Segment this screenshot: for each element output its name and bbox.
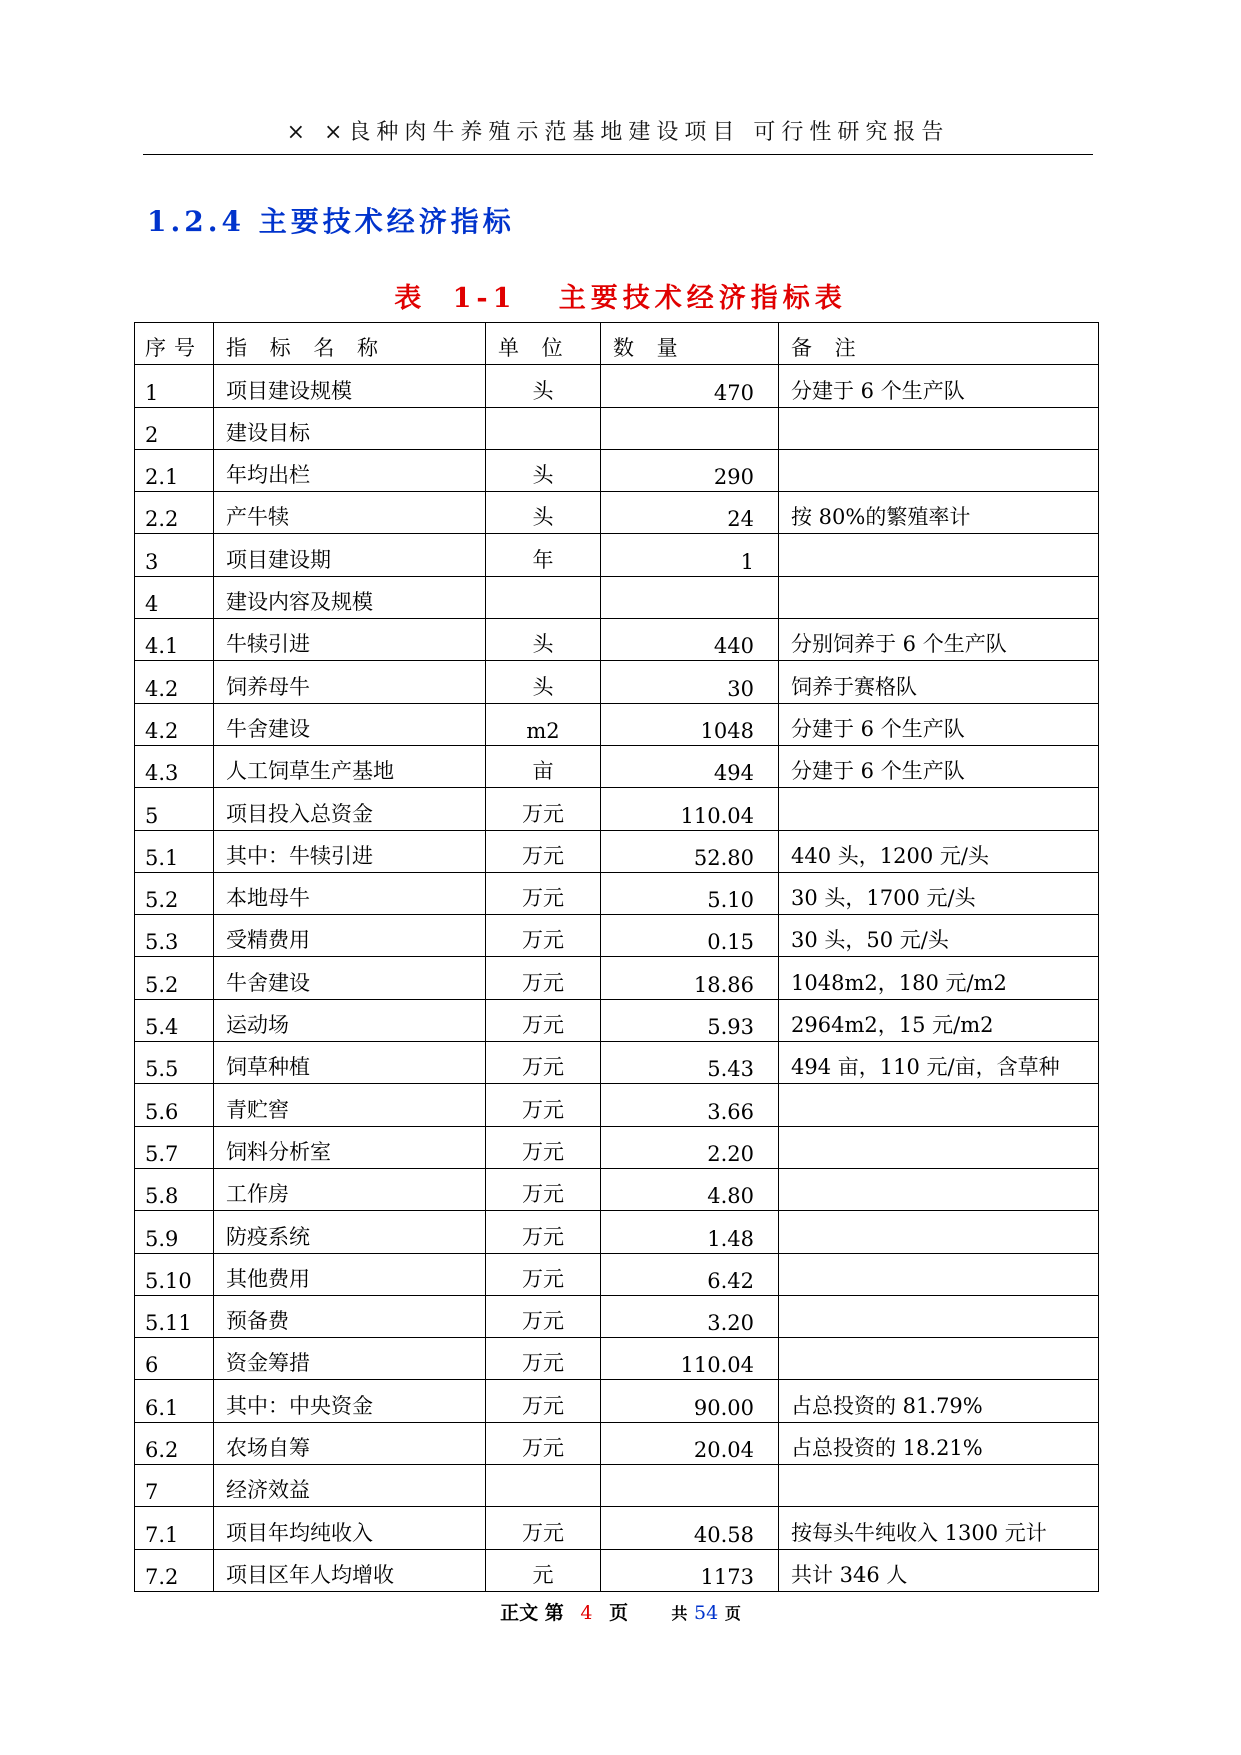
table-row (135, 1126, 1099, 1168)
table-row (135, 1422, 1099, 1464)
footer-label-e: 页 (724, 1604, 741, 1623)
cell-qty (601, 1465, 779, 1507)
cell-qty (601, 407, 779, 449)
cell-seq: 4.2 (135, 661, 214, 703)
cell-qty: 1 (601, 534, 779, 576)
cell-note: 494 亩，110 元/亩，含草种 (779, 1042, 1099, 1084)
cell-note (779, 534, 1099, 576)
cell-unit: 万元 (486, 1084, 601, 1126)
section-number: 1.2.4 (147, 205, 245, 238)
cell-note (779, 788, 1099, 830)
cell-name: 饲料分析室 (214, 1126, 486, 1168)
cell-note: 分建于 6 个生产队 (779, 365, 1099, 407)
cell-note: 分建于 6 个生产队 (779, 703, 1099, 745)
cell-note (779, 1126, 1099, 1168)
cell-unit: 头 (486, 619, 601, 661)
cell-note (779, 576, 1099, 618)
cell-name: 项目建设期 (214, 534, 486, 576)
table-row (135, 619, 1099, 661)
cell-unit: 头 (486, 492, 601, 534)
cell-qty: 110.04 (601, 788, 779, 830)
cell-unit: 万元 (486, 1338, 601, 1380)
cell-qty: 494 (601, 745, 779, 787)
cell-unit: 万元 (486, 1380, 601, 1422)
cell-name: 工作房 (214, 1168, 486, 1210)
table-row (135, 1549, 1099, 1591)
cell-seq: 1 (135, 365, 214, 407)
table-row (135, 449, 1099, 491)
cell-unit: 年 (486, 534, 601, 576)
cell-seq: 5.5 (135, 1042, 214, 1084)
table-row (135, 492, 1099, 534)
table-row (135, 788, 1099, 830)
cell-name: 年均出栏 (214, 449, 486, 491)
cell-seq: 5.10 (135, 1253, 214, 1295)
cell-name: 其他费用 (214, 1253, 486, 1295)
cell-name: 牛舍建设 (214, 703, 486, 745)
header-note: 备 注 (779, 323, 1099, 365)
cell-qty: 24 (601, 492, 779, 534)
cell-unit: 万元 (486, 830, 601, 872)
cell-seq: 4.3 (135, 745, 214, 787)
table-row (135, 1042, 1099, 1084)
cell-note (779, 1338, 1099, 1380)
cell-qty: 110.04 (601, 1338, 779, 1380)
cell-name: 预备费 (214, 1295, 486, 1337)
cell-unit: 万元 (486, 957, 601, 999)
header-name: 指 标 名 称 (214, 323, 486, 365)
cell-name: 其中：牛犊引进 (214, 830, 486, 872)
cell-seq: 5.11 (135, 1295, 214, 1337)
header-seq: 序号 (135, 323, 214, 365)
table-row (135, 1380, 1099, 1422)
cell-unit: 头 (486, 365, 601, 407)
cell-unit: 万元 (486, 1168, 601, 1210)
cell-unit: 万元 (486, 1211, 601, 1253)
cell-seq: 5.2 (135, 957, 214, 999)
cell-seq: 5.4 (135, 999, 214, 1041)
cell-seq: 2.1 (135, 449, 214, 491)
cell-name: 牛舍建设 (214, 957, 486, 999)
cell-unit: 万元 (486, 788, 601, 830)
footer-page-number: 4 (580, 1602, 593, 1624)
cell-note: 占总投资的 18.21% (779, 1422, 1099, 1464)
header-qty: 数 量 (601, 323, 779, 365)
cell-qty: 3.66 (601, 1084, 779, 1126)
cell-name: 运动场 (214, 999, 486, 1041)
cell-unit: 万元 (486, 915, 601, 957)
cell-name: 建设内容及规模 (214, 576, 486, 618)
table-row (135, 999, 1099, 1041)
cell-qty: 4.80 (601, 1168, 779, 1210)
table-row (135, 1338, 1099, 1380)
cell-unit: m2 (486, 703, 601, 745)
cell-qty: 0.15 (601, 915, 779, 957)
cell-name: 项目建设规模 (214, 365, 486, 407)
table-row (135, 576, 1099, 618)
cell-qty: 40.58 (601, 1507, 779, 1549)
cell-note: 2964m2，15 元/m2 (779, 999, 1099, 1041)
table-row (135, 1507, 1099, 1549)
cell-note: 分别饲养于 6 个生产队 (779, 619, 1099, 661)
section-title-text: 主要技术经济指标 (258, 205, 515, 238)
cell-unit: 万元 (486, 1295, 601, 1337)
cell-qty: 6.42 (601, 1253, 779, 1295)
cell-unit: 万元 (486, 1042, 601, 1084)
cell-unit: 万元 (486, 999, 601, 1041)
cell-seq: 5 (135, 788, 214, 830)
table-row (135, 365, 1099, 407)
table-caption-title: 主要技术经济指标表 (558, 283, 847, 314)
cell-seq: 5.7 (135, 1126, 214, 1168)
cell-seq: 5.9 (135, 1211, 214, 1253)
cell-seq: 2.2 (135, 492, 214, 534)
cell-unit: 万元 (486, 1507, 601, 1549)
header-title: × ×良种肉牛养殖示范基地建设项目 可行性研究报告 (286, 120, 950, 145)
cell-note: 1048m2，180 元/m2 (779, 957, 1099, 999)
cell-qty: 1048 (601, 703, 779, 745)
cell-qty: 18.86 (601, 957, 779, 999)
cell-qty: 1.48 (601, 1211, 779, 1253)
cell-qty: 470 (601, 365, 779, 407)
table-caption-prefix: 表 (394, 283, 427, 314)
footer-total-pages: 54 (694, 1602, 719, 1624)
cell-seq: 4.1 (135, 619, 214, 661)
table-caption (0, 276, 1241, 315)
footer-label-c: 页 (609, 1602, 629, 1624)
cell-note (779, 1465, 1099, 1507)
cell-name: 饲草种植 (214, 1042, 486, 1084)
cell-seq: 6.2 (135, 1422, 214, 1464)
table-row (135, 407, 1099, 449)
cell-name: 牛犊引进 (214, 619, 486, 661)
footer-label-b: 第 (544, 1602, 564, 1624)
cell-unit: 亩 (486, 745, 601, 787)
cell-qty (601, 576, 779, 618)
cell-name: 青贮窖 (214, 1084, 486, 1126)
cell-note (779, 407, 1099, 449)
footer-label-d: 共 (671, 1604, 688, 1623)
table-header-row (135, 323, 1099, 365)
table-row (135, 661, 1099, 703)
cell-note: 分建于 6 个生产队 (779, 745, 1099, 787)
cell-seq: 7 (135, 1465, 214, 1507)
indicator-table (134, 322, 1099, 1592)
cell-seq: 6.1 (135, 1380, 214, 1422)
table-row (135, 1295, 1099, 1337)
cell-name: 防疫系统 (214, 1211, 486, 1253)
table-row (135, 830, 1099, 872)
cell-name: 人工饲草生产基地 (214, 745, 486, 787)
cell-name: 项目区年人均增收 (214, 1549, 486, 1591)
cell-note (779, 1295, 1099, 1337)
table-caption-number: 1-1 (452, 283, 517, 314)
cell-unit: 万元 (486, 872, 601, 914)
cell-seq: 4.2 (135, 703, 214, 745)
cell-seq: 5.6 (135, 1084, 214, 1126)
cell-seq: 5.2 (135, 872, 214, 914)
cell-qty: 5.10 (601, 872, 779, 914)
cell-note (779, 449, 1099, 491)
cell-note: 30 头，50 元/头 (779, 915, 1099, 957)
cell-seq: 5.8 (135, 1168, 214, 1210)
cell-unit: 头 (486, 449, 601, 491)
table-row (135, 1168, 1099, 1210)
table-row (135, 1211, 1099, 1253)
cell-note: 按每头牛纯收入 1300 元计 (779, 1507, 1099, 1549)
cell-name: 建设目标 (214, 407, 486, 449)
cell-qty: 440 (601, 619, 779, 661)
cell-qty: 90.00 (601, 1380, 779, 1422)
cell-unit: 万元 (486, 1126, 601, 1168)
cell-qty: 290 (601, 449, 779, 491)
cell-name: 产牛犊 (214, 492, 486, 534)
cell-unit: 元 (486, 1549, 601, 1591)
table-row (135, 872, 1099, 914)
cell-unit (486, 1465, 601, 1507)
cell-note (779, 1211, 1099, 1253)
page-footer (0, 1598, 1241, 1625)
cell-seq: 4 (135, 576, 214, 618)
cell-seq: 5.1 (135, 830, 214, 872)
cell-note: 440 头，1200 元/头 (779, 830, 1099, 872)
cell-name: 项目投入总资金 (214, 788, 486, 830)
table-row (135, 915, 1099, 957)
cell-qty: 5.93 (601, 999, 779, 1041)
header-unit: 单 位 (486, 323, 601, 365)
footer-label-a: 正文 (500, 1602, 539, 1624)
cell-name: 其中：中央资金 (214, 1380, 486, 1422)
table-row (135, 957, 1099, 999)
cell-note: 饲养于赛格队 (779, 661, 1099, 703)
cell-qty: 52.80 (601, 830, 779, 872)
cell-note: 30 头，1700 元/头 (779, 872, 1099, 914)
cell-name: 项目年均纯收入 (214, 1507, 486, 1549)
cell-unit (486, 576, 601, 618)
cell-note (779, 1084, 1099, 1126)
cell-qty: 30 (601, 661, 779, 703)
cell-name: 资金筹措 (214, 1338, 486, 1380)
table-row (135, 1465, 1099, 1507)
cell-seq: 7.1 (135, 1507, 214, 1549)
cell-unit: 万元 (486, 1422, 601, 1464)
cell-qty: 5.43 (601, 1042, 779, 1084)
cell-qty: 3.20 (601, 1295, 779, 1337)
cell-note: 占总投资的 81.79% (779, 1380, 1099, 1422)
cell-seq: 3 (135, 534, 214, 576)
table-row (135, 1253, 1099, 1295)
cell-unit: 头 (486, 661, 601, 703)
cell-name: 本地母牛 (214, 872, 486, 914)
cell-seq: 2 (135, 407, 214, 449)
cell-seq: 5.3 (135, 915, 214, 957)
cell-note (779, 1253, 1099, 1295)
table-row (135, 703, 1099, 745)
cell-name: 经济效益 (214, 1465, 486, 1507)
cell-name: 受精费用 (214, 915, 486, 957)
cell-note: 按 80%的繁殖率计 (779, 492, 1099, 534)
cell-note (779, 1168, 1099, 1210)
table-row (135, 534, 1099, 576)
cell-seq: 7.2 (135, 1549, 214, 1591)
cell-unit (486, 407, 601, 449)
cell-qty: 2.20 (601, 1126, 779, 1168)
cell-qty: 1173 (601, 1549, 779, 1591)
cell-seq: 6 (135, 1338, 214, 1380)
section-heading (147, 200, 515, 240)
cell-name: 饲养母牛 (214, 661, 486, 703)
cell-qty: 20.04 (601, 1422, 779, 1464)
cell-name: 农场自筹 (214, 1422, 486, 1464)
cell-note: 共计 346 人 (779, 1549, 1099, 1591)
running-header (143, 118, 1093, 155)
table-row (135, 745, 1099, 787)
cell-unit: 万元 (486, 1253, 601, 1295)
table-row (135, 1084, 1099, 1126)
